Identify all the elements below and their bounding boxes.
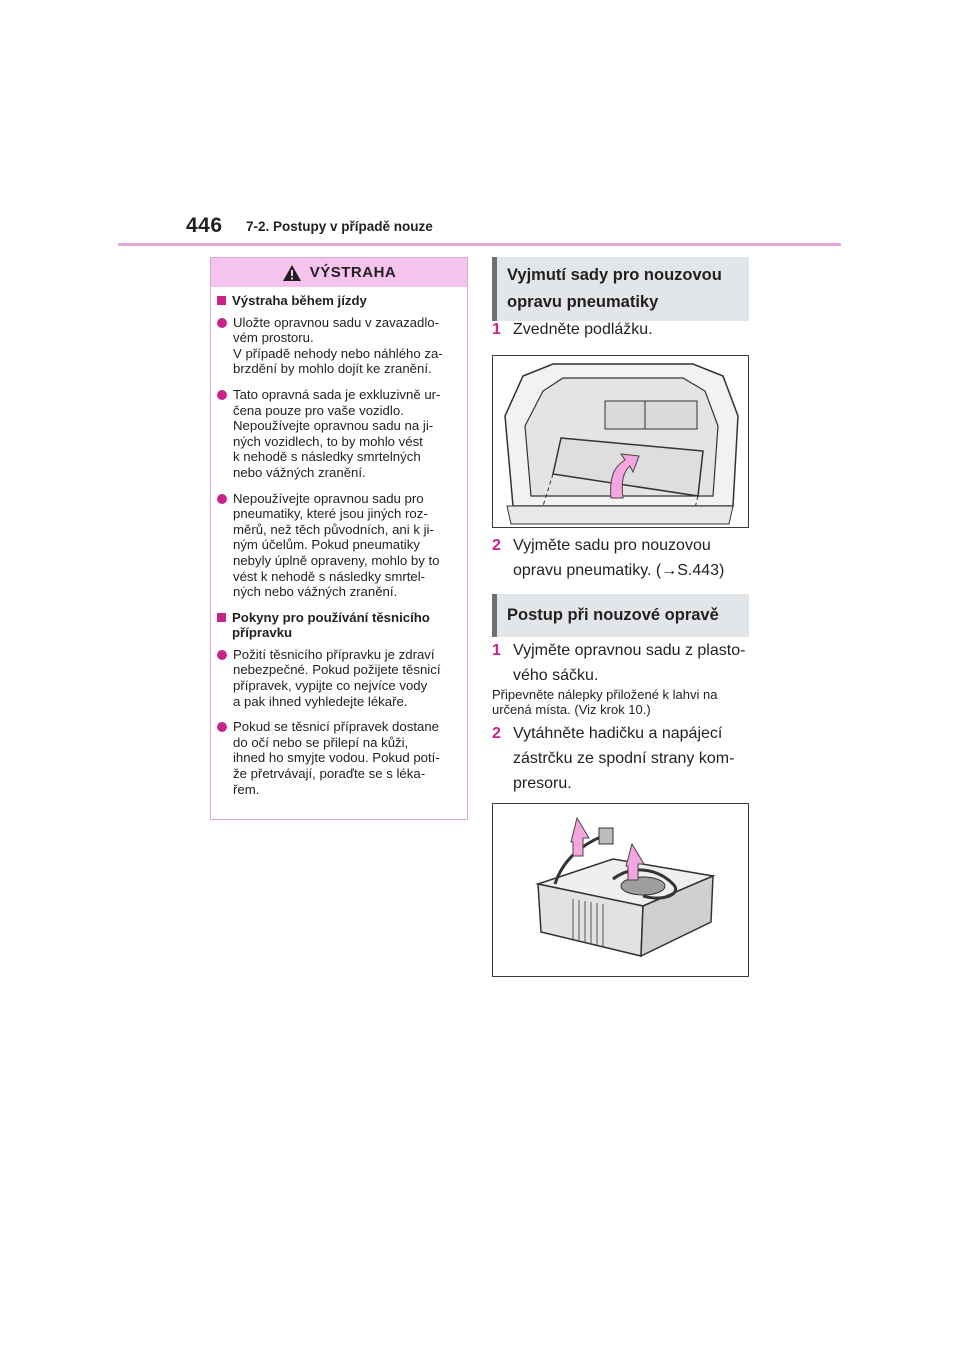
round-bullet-icon: [217, 650, 227, 660]
warning-item-text: Požití těsnicího přípravku je zdraví nebezpečné. Pokud požijete těsnicí přípravek, vypijte co nejvíce vody a pak ihned vyhledejte lékaře.: [233, 646, 441, 709]
step-text: Vytáhněte hadičku a napájecí zástrčku ze spodní strany kom- presoru.: [513, 725, 735, 792]
section-title: 7-2. Postupy v případě nouze: [246, 219, 433, 234]
warning-triangle-icon: [282, 264, 302, 282]
step-item: [492, 533, 762, 583]
illustration-compressor: [492, 803, 749, 977]
step-text: Vyjměte opravnou sadu z plasto- vého sáčku.: [513, 642, 746, 684]
warning-title: VÝSTRAHA: [309, 264, 397, 281]
note-text: Připevněte nálepky přiložené k lahvi na určená místa. (Viz krok 10.): [492, 687, 718, 717]
warning-item: [217, 315, 457, 377]
step-text: Zvedněte podlážku.: [513, 321, 653, 338]
step-text: Vyjměte sadu pro nouzovou opravu pneumatiky. (→S.443): [513, 537, 725, 579]
step-item: [492, 638, 762, 688]
square-bullet-icon: [217, 613, 226, 622]
section-heading-repair-procedure: Postup při nouzové opravě: [492, 594, 749, 637]
warning-item: [217, 719, 457, 797]
step-number: 2: [492, 725, 501, 742]
round-bullet-icon: [217, 318, 227, 328]
round-bullet-icon: [217, 494, 227, 504]
warning-item: [217, 387, 457, 481]
warning-group-heading: [217, 610, 457, 641]
step-number: 1: [492, 642, 501, 659]
warning-item: [217, 491, 457, 600]
warning-item-text: Pokud se těsnicí přípravek dostane do očí nebo se přilepí na kůži, ihned ho smyjte vodou. Pokud potí- že přetrvávají, poraďte se s léka- řem.: [233, 719, 440, 797]
section-heading-remove-kit: Vyjmutí sady pro nouzovou opravu pneumatiky: [492, 257, 749, 321]
warning-box: [210, 257, 468, 820]
step-item: [492, 317, 762, 342]
page-number: 446: [186, 214, 223, 237]
round-bullet-icon: [217, 390, 227, 400]
round-bullet-icon: [217, 722, 227, 732]
warning-heading-text: Výstraha během jízdy: [232, 293, 367, 308]
warning-group-heading: [217, 293, 457, 309]
warning-header: [211, 258, 467, 287]
warning-item-text: Nepoužívejte opravnou sadu pro pneumatiky, které jsou jiných roz- měrů, než těch původních, ani k ji- ným účelům. Pokud pneumatiky nebyly úplně opraveny, mohlo by to vést k nehodě s následky smrtel- ných nebo vážných zranění.: [233, 490, 440, 600]
warning-item: [217, 647, 457, 709]
step-number: 2: [492, 537, 501, 554]
warning-body: [211, 287, 467, 797]
step-number: 1: [492, 321, 501, 338]
warning-heading-text: Pokyny pro používání těsnicího přípravku: [232, 609, 430, 641]
step-item: [492, 721, 762, 796]
warning-item-text: Uložte opravnou sadu v zavazadlo- vém prostoru. V případě nehody nebo náhlého za- brzdění by mohlo dojít ke zranění.: [233, 314, 443, 377]
warning-item-text: Tato opravná sada je exkluzivně ur- čena pouze pro vaše vozidlo. Nepoužívejte opravnou sadu na ji- ných vozidlech, to by mohlo vést k nehodě s následky smrtelných nebo vážných zranění.: [233, 386, 441, 480]
illustration-luggage-floor: [492, 355, 749, 528]
header-divider: [118, 243, 841, 246]
square-bullet-icon: [217, 296, 226, 305]
